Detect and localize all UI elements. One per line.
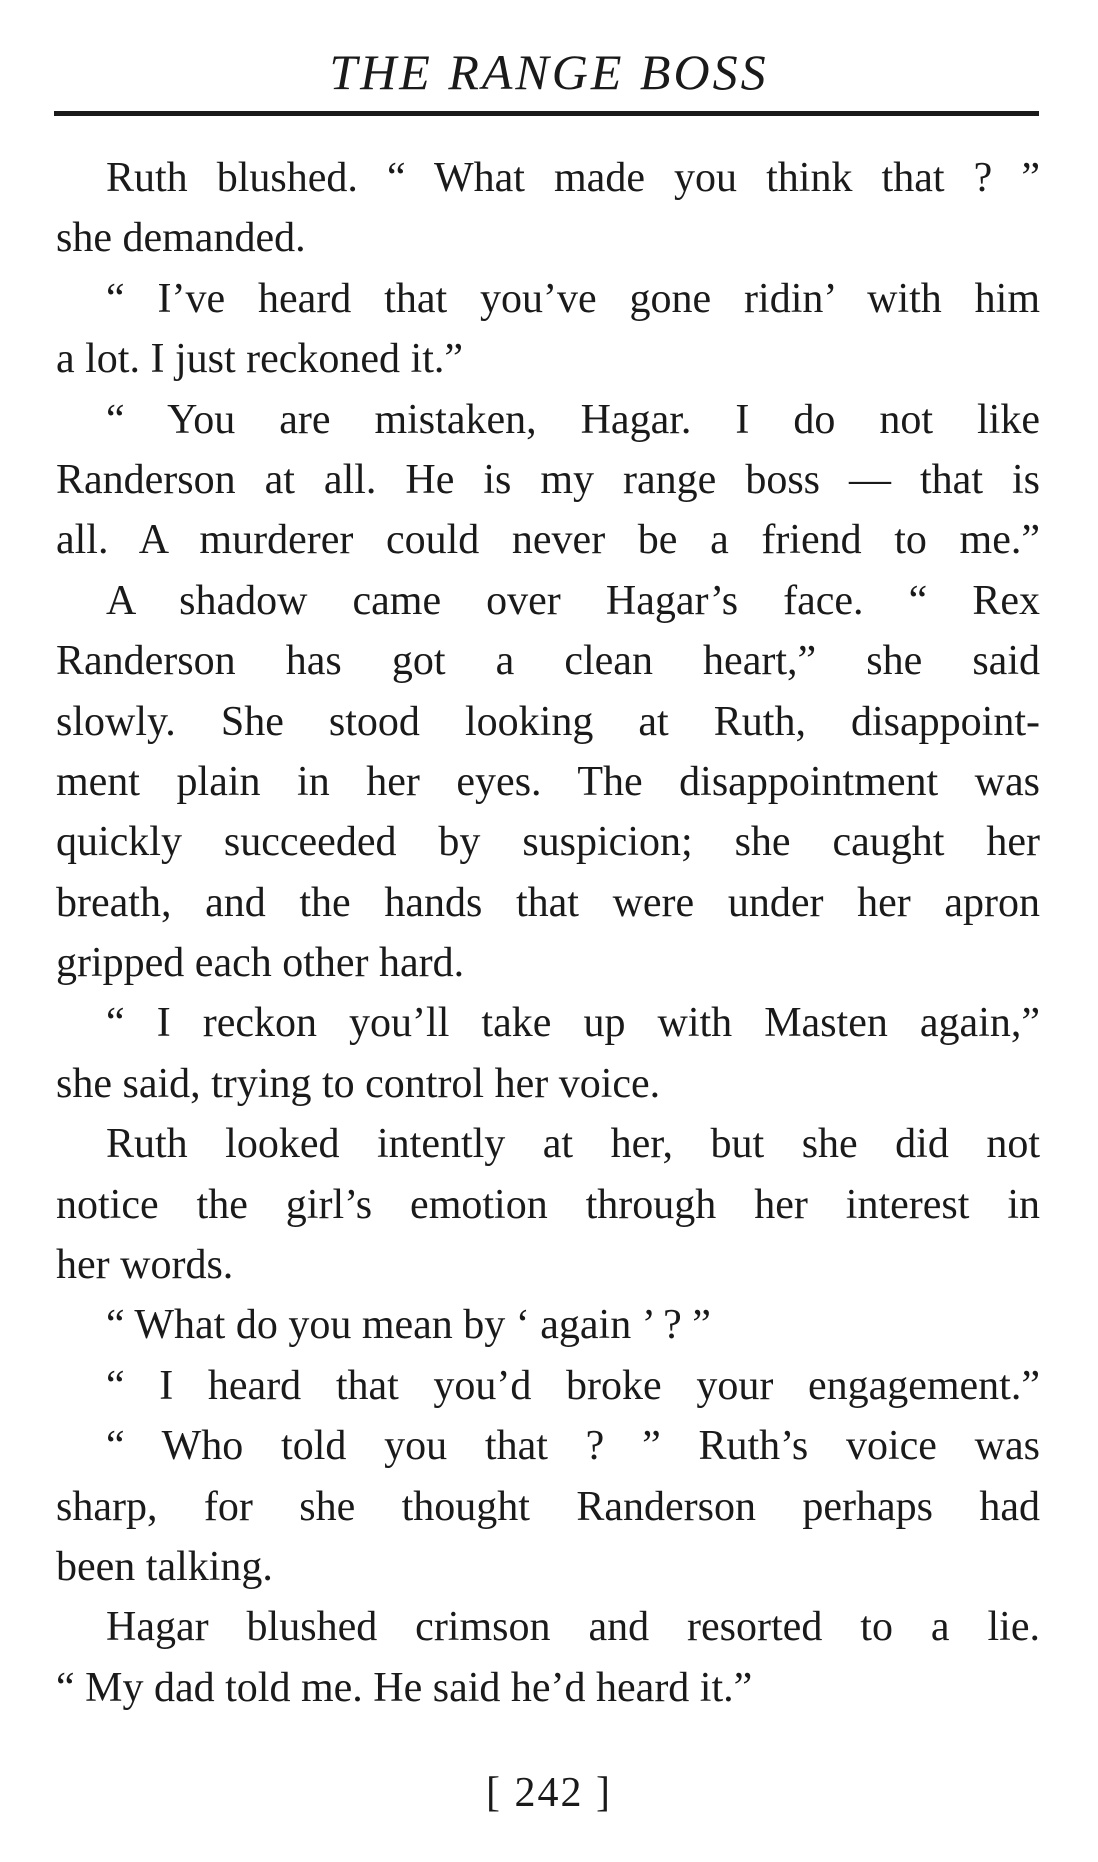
header-rule bbox=[54, 111, 1039, 116]
text-line: been talking. bbox=[56, 1543, 273, 1590]
text-line: Randerson has got a clean heart,” she said bbox=[56, 638, 1040, 685]
text-line: “ I reckon you’ll take up with Masten again,” bbox=[106, 1000, 1040, 1047]
text-line: sharp, for she thought Randerson perhaps had bbox=[56, 1483, 1040, 1530]
text-line: slowly. She stood looking at Ruth, disappoint- bbox=[56, 698, 1040, 745]
text-line: Ruth blushed. “ What made you think that ? ” bbox=[106, 155, 1040, 201]
text-line: “ I heard that you’d broke your engagement.” bbox=[106, 1362, 1040, 1409]
text-line: Hagar blushed crimson and resorted to a lie. bbox=[106, 1604, 1040, 1651]
text-line: “ My dad told me. He said he’d heard it.” bbox=[56, 1664, 753, 1711]
text-line: a lot. I just reckoned it.” bbox=[56, 336, 464, 383]
text-line: all. A murderer could never be a friend to me.” bbox=[56, 517, 1040, 564]
text-line: notice the girl’s emotion through her interest in bbox=[56, 1181, 1040, 1228]
running-head: THE RANGE BOSS bbox=[329, 44, 769, 100]
text-line: Ruth looked intently at her, but she did not bbox=[106, 1121, 1040, 1168]
text-line: breath, and the hands that were under her apron bbox=[56, 879, 1040, 926]
text-line: “ Who told you that ? ” Ruth’s voice was bbox=[106, 1423, 1040, 1470]
text-line: ment plain in her eyes. The disappointment was bbox=[56, 758, 1040, 805]
text-line: A shadow came over Hagar’s face. “ Rex bbox=[106, 577, 1040, 624]
text-line: “ I’ve heard that you’ve gone ridin’ with him bbox=[106, 275, 1040, 322]
text-line: she said, trying to control her voice. bbox=[56, 1060, 661, 1107]
text-line: Randerson at all. He is my range boss — that is bbox=[56, 456, 1040, 503]
text-line: her words. bbox=[56, 1242, 234, 1289]
body-text bbox=[56, 148, 1040, 1718]
page-number: [ 242 ] bbox=[486, 1770, 612, 1816]
text-line: “ You are mistaken, Hagar. I do not like bbox=[106, 396, 1040, 443]
text-line: she demanded. bbox=[56, 215, 306, 262]
text-line: “ What do you mean by ‘ again ’ ? ” bbox=[106, 1302, 711, 1349]
text-line: quickly succeeded by suspicion; she caught her bbox=[56, 819, 1040, 866]
text-line: gripped each other hard. bbox=[56, 940, 465, 987]
